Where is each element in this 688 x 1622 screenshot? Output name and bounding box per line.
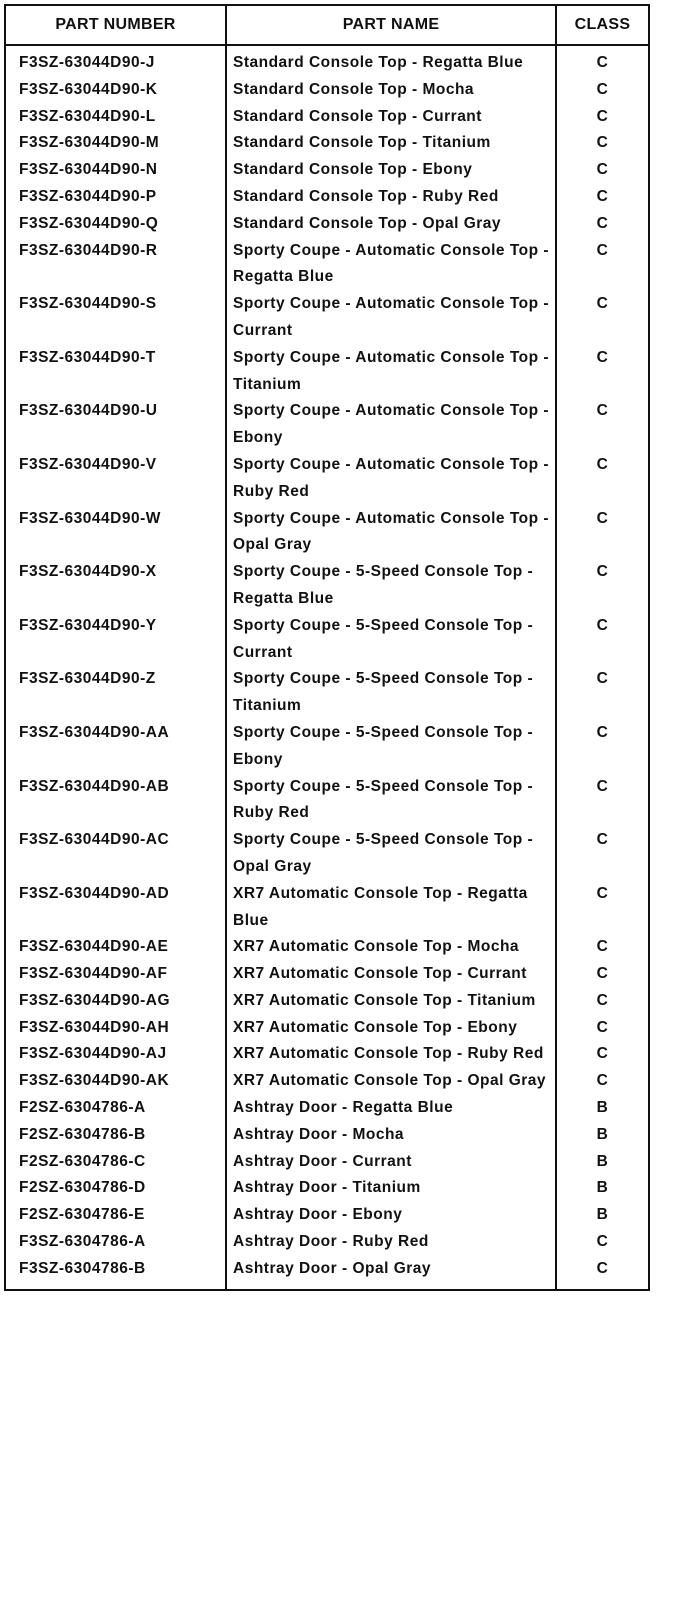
part-number-cell: F3SZ-63044D90-Z	[5, 666, 226, 720]
part-number-cell: F3SZ-63044D90-Q	[5, 211, 226, 238]
class-cell: C	[556, 666, 649, 720]
part-number-cell: F3SZ-63044D90-AG	[5, 988, 226, 1015]
part-number-cell: F3SZ-63044D90-S	[5, 291, 226, 345]
part-number-cell: F3SZ-63044D90-V	[5, 452, 226, 506]
part-name-cell: Ashtray Door - Ebony	[226, 1202, 556, 1229]
part-name-cell: Ashtray Door - Regatta Blue	[226, 1095, 556, 1122]
class-cell: C	[556, 45, 649, 77]
part-name-cell: Ashtray Door - Ruby Red	[226, 1229, 556, 1256]
table-row	[5, 104, 649, 131]
part-number-cell: F3SZ-63044D90-AD	[5, 881, 226, 935]
class-cell: C	[556, 77, 649, 104]
class-cell: C	[556, 720, 649, 774]
table-body	[5, 45, 649, 1290]
class-cell: C	[556, 1229, 649, 1256]
class-cell: B	[556, 1122, 649, 1149]
class-cell: C	[556, 827, 649, 881]
table-row	[5, 45, 649, 77]
part-number-cell: F3SZ-63044D90-AH	[5, 1015, 226, 1042]
part-number-cell: F3SZ-63044D90-J	[5, 45, 226, 77]
class-cell: C	[556, 211, 649, 238]
part-name-cell: XR7 Automatic Console Top - Titanium	[226, 988, 556, 1015]
part-name-cell: Sporty Coupe - 5-Speed Console Top - Ebony	[226, 720, 556, 774]
class-cell: B	[556, 1202, 649, 1229]
class-cell: C	[556, 506, 649, 560]
part-number-cell: F3SZ-63044D90-N	[5, 157, 226, 184]
table-header	[5, 5, 649, 45]
class-cell: B	[556, 1149, 649, 1176]
table-row	[5, 827, 649, 881]
table-row	[5, 1256, 649, 1290]
table-row	[5, 559, 649, 613]
part-name-cell: Sporty Coupe - Automatic Console Top - Titanium	[226, 345, 556, 399]
part-number-cell: F3SZ-63044D90-K	[5, 77, 226, 104]
part-name-cell: Standard Console Top - Mocha	[226, 77, 556, 104]
parts-table	[4, 4, 650, 1291]
header-class: CLASS	[556, 5, 649, 45]
part-number-cell: F3SZ-6304786-A	[5, 1229, 226, 1256]
part-name-cell: Ashtray Door - Mocha	[226, 1122, 556, 1149]
part-number-cell: F3SZ-63044D90-AB	[5, 774, 226, 828]
part-name-cell: Sporty Coupe - 5-Speed Console Top - Titanium	[226, 666, 556, 720]
class-cell: C	[556, 238, 649, 292]
class-cell: C	[556, 613, 649, 667]
header-part-number: PART NUMBER	[5, 5, 226, 45]
table-row	[5, 1122, 649, 1149]
table-row	[5, 961, 649, 988]
class-cell: C	[556, 291, 649, 345]
class-cell: C	[556, 104, 649, 131]
class-cell: C	[556, 157, 649, 184]
part-name-cell: XR7 Automatic Console Top - Ruby Red	[226, 1041, 556, 1068]
part-name-cell: XR7 Automatic Console Top - Ebony	[226, 1015, 556, 1042]
part-number-cell: F3SZ-63044D90-AC	[5, 827, 226, 881]
part-name-cell: Standard Console Top - Titanium	[226, 130, 556, 157]
part-name-cell: Sporty Coupe - 5-Speed Console Top - Ruby Red	[226, 774, 556, 828]
table-row	[5, 184, 649, 211]
class-cell: C	[556, 934, 649, 961]
table-row	[5, 130, 649, 157]
part-name-cell: Ashtray Door - Opal Gray	[226, 1256, 556, 1290]
part-name-cell: Sporty Coupe - Automatic Console Top - Currant	[226, 291, 556, 345]
class-cell: C	[556, 398, 649, 452]
table-row	[5, 881, 649, 935]
parts-sheet	[4, 4, 648, 1291]
class-cell: C	[556, 1256, 649, 1290]
class-cell: C	[556, 774, 649, 828]
class-cell: C	[556, 452, 649, 506]
part-number-cell: F3SZ-63044D90-P	[5, 184, 226, 211]
class-cell: C	[556, 961, 649, 988]
part-number-cell: F2SZ-6304786-A	[5, 1095, 226, 1122]
part-number-cell: F2SZ-6304786-B	[5, 1122, 226, 1149]
part-number-cell: F3SZ-63044D90-W	[5, 506, 226, 560]
part-name-cell: Sporty Coupe - Automatic Console Top - Ruby Red	[226, 452, 556, 506]
class-cell: C	[556, 345, 649, 399]
part-name-cell: Ashtray Door - Currant	[226, 1149, 556, 1176]
part-name-cell: Sporty Coupe - Automatic Console Top - Regatta Blue	[226, 238, 556, 292]
part-name-cell: Sporty Coupe - 5-Speed Console Top - Regatta Blue	[226, 559, 556, 613]
class-cell: C	[556, 130, 649, 157]
class-cell: C	[556, 1068, 649, 1095]
part-name-cell: XR7 Automatic Console Top - Opal Gray	[226, 1068, 556, 1095]
table-row	[5, 1015, 649, 1042]
table-row	[5, 774, 649, 828]
table-row	[5, 345, 649, 399]
part-name-cell: Standard Console Top - Opal Gray	[226, 211, 556, 238]
part-name-cell: XR7 Automatic Console Top - Regatta Blue	[226, 881, 556, 935]
part-name-cell: Sporty Coupe - 5-Speed Console Top - Opal Gray	[226, 827, 556, 881]
part-number-cell: F3SZ-63044D90-X	[5, 559, 226, 613]
part-number-cell: F3SZ-63044D90-AJ	[5, 1041, 226, 1068]
part-number-cell: F3SZ-63044D90-T	[5, 345, 226, 399]
part-name-cell: Sporty Coupe - Automatic Console Top - Ebony	[226, 398, 556, 452]
table-row	[5, 291, 649, 345]
part-name-cell: Standard Console Top - Ebony	[226, 157, 556, 184]
class-cell: B	[556, 1175, 649, 1202]
header-part-name: PART NAME	[226, 5, 556, 45]
part-name-cell: Standard Console Top - Regatta Blue	[226, 45, 556, 77]
class-cell: C	[556, 184, 649, 211]
part-number-cell: F2SZ-6304786-E	[5, 1202, 226, 1229]
table-row	[5, 77, 649, 104]
part-name-cell: Sporty Coupe - 5-Speed Console Top - Currant	[226, 613, 556, 667]
part-number-cell: F3SZ-63044D90-Y	[5, 613, 226, 667]
table-row	[5, 452, 649, 506]
class-cell: C	[556, 1015, 649, 1042]
part-name-cell: Standard Console Top - Ruby Red	[226, 184, 556, 211]
part-number-cell: F3SZ-6304786-B	[5, 1256, 226, 1290]
table-row	[5, 1149, 649, 1176]
table-row	[5, 613, 649, 667]
part-name-cell: Sporty Coupe - Automatic Console Top - Opal Gray	[226, 506, 556, 560]
table-row	[5, 1041, 649, 1068]
part-number-cell: F3SZ-63044D90-AA	[5, 720, 226, 774]
table-row	[5, 1175, 649, 1202]
table-row	[5, 1202, 649, 1229]
part-number-cell: F3SZ-63044D90-M	[5, 130, 226, 157]
part-number-cell: F3SZ-63044D90-AK	[5, 1068, 226, 1095]
part-number-cell: F3SZ-63044D90-AF	[5, 961, 226, 988]
table-row	[5, 1095, 649, 1122]
table-row	[5, 720, 649, 774]
part-number-cell: F2SZ-6304786-D	[5, 1175, 226, 1202]
class-cell: B	[556, 1095, 649, 1122]
part-name-cell: XR7 Automatic Console Top - Currant	[226, 961, 556, 988]
table-row	[5, 506, 649, 560]
part-number-cell: F3SZ-63044D90-AE	[5, 934, 226, 961]
part-name-cell: Standard Console Top - Currant	[226, 104, 556, 131]
class-cell: C	[556, 1041, 649, 1068]
table-row	[5, 666, 649, 720]
table-row	[5, 988, 649, 1015]
header-row	[5, 5, 649, 45]
table-row	[5, 398, 649, 452]
table-row	[5, 238, 649, 292]
class-cell: C	[556, 559, 649, 613]
class-cell: C	[556, 881, 649, 935]
table-row	[5, 1229, 649, 1256]
table-row	[5, 934, 649, 961]
part-number-cell: F3SZ-63044D90-L	[5, 104, 226, 131]
part-number-cell: F3SZ-63044D90-R	[5, 238, 226, 292]
part-name-cell: Ashtray Door - Titanium	[226, 1175, 556, 1202]
table-row	[5, 157, 649, 184]
class-cell: C	[556, 988, 649, 1015]
table-row	[5, 1068, 649, 1095]
part-number-cell: F2SZ-6304786-C	[5, 1149, 226, 1176]
part-name-cell: XR7 Automatic Console Top - Mocha	[226, 934, 556, 961]
table-row	[5, 211, 649, 238]
part-number-cell: F3SZ-63044D90-U	[5, 398, 226, 452]
